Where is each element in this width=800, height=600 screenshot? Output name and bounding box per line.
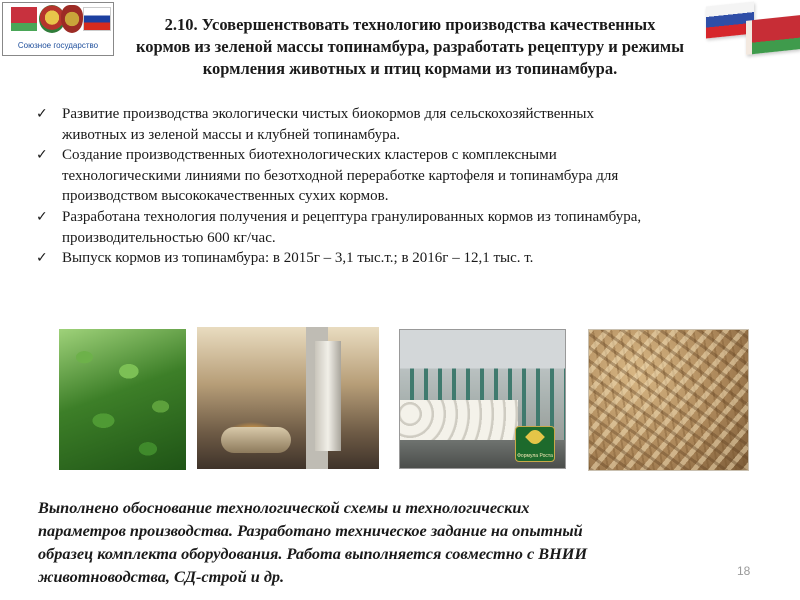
russia-flag-icon xyxy=(83,7,111,31)
logo-caption: Союзное государство xyxy=(17,41,99,50)
conclusion-line: животноводства, СД-строй и др. xyxy=(38,567,285,586)
leaf-icon xyxy=(525,427,545,447)
feed-pellets-photo xyxy=(588,329,749,471)
belarus-flag-icon xyxy=(7,7,37,31)
conclusion-line: образец комплекта оборудования. Работа выполняется совместно с ВНИИ xyxy=(38,544,588,563)
bullet-list xyxy=(36,104,766,269)
feed-warehouse-photo xyxy=(399,329,566,469)
conclusion-text xyxy=(38,496,718,588)
production-workshop-photo xyxy=(197,327,379,469)
conclusion-line: Выполнено обоснование технологической схемы и технологических xyxy=(38,498,530,517)
bullet-line: животных из зеленой массы и клубней топинамбура. xyxy=(62,126,401,143)
bullet-item xyxy=(36,207,766,248)
silo-shape xyxy=(315,341,341,451)
bullet-line: производством высококачественных сухих кормов. xyxy=(62,188,389,205)
checkmark-icon: ✓ xyxy=(36,147,48,164)
slide-title xyxy=(112,14,708,80)
feed-sacks-shape xyxy=(400,400,518,440)
title-line: кормления животных и птиц кормами из топинамбура. xyxy=(202,59,618,78)
bullet-item xyxy=(36,104,766,145)
flags-graphic xyxy=(704,4,796,60)
jerusalem-artichoke-plants-photo xyxy=(59,329,186,470)
bullet-item xyxy=(36,145,766,207)
russia-emblem-icon xyxy=(61,5,83,33)
title-line: 2.10. Усовершенствовать технологию производства качественных xyxy=(164,15,656,34)
conclusion-line: параметров производства. Разработано техническое задание на опытный xyxy=(38,521,583,540)
title-line: кормов из зеленой массы топинамбура, разработать рецептуру и режимы xyxy=(136,37,684,56)
bullet-line: производительностью 600 кг/час. xyxy=(62,229,276,246)
brand-badge xyxy=(515,426,555,462)
bullet-line: технологическими линиями по безотходной переработке картофеля и топинамбура для xyxy=(62,167,619,184)
bullet-line: Разработана технология получения и рецептура гранулированных кормов из топинамбура, xyxy=(62,208,642,225)
bullet-line: Создание производственных биотехнологических кластеров с комплексными xyxy=(62,147,557,164)
dryer-drum-shape xyxy=(221,427,291,453)
checkmark-icon: ✓ xyxy=(36,208,48,225)
checkmark-icon: ✓ xyxy=(36,106,48,122)
belarus-flag-large-icon xyxy=(746,15,800,55)
bullet-line: Выпуск кормов из топинамбура: в 2015г – 3,1 тыс.т.; в 2016г – 12,1 тыс. т. xyxy=(62,250,534,267)
bullet-item xyxy=(36,248,766,269)
bullet-line: Развитие производства экологически чистых биокормов для сельскохозяйственных xyxy=(62,106,594,122)
badge-text: Формула Роста xyxy=(517,453,553,459)
page-number: 18 xyxy=(737,564,751,578)
union-state-logo xyxy=(2,2,114,56)
checkmark-icon: ✓ xyxy=(36,250,48,267)
